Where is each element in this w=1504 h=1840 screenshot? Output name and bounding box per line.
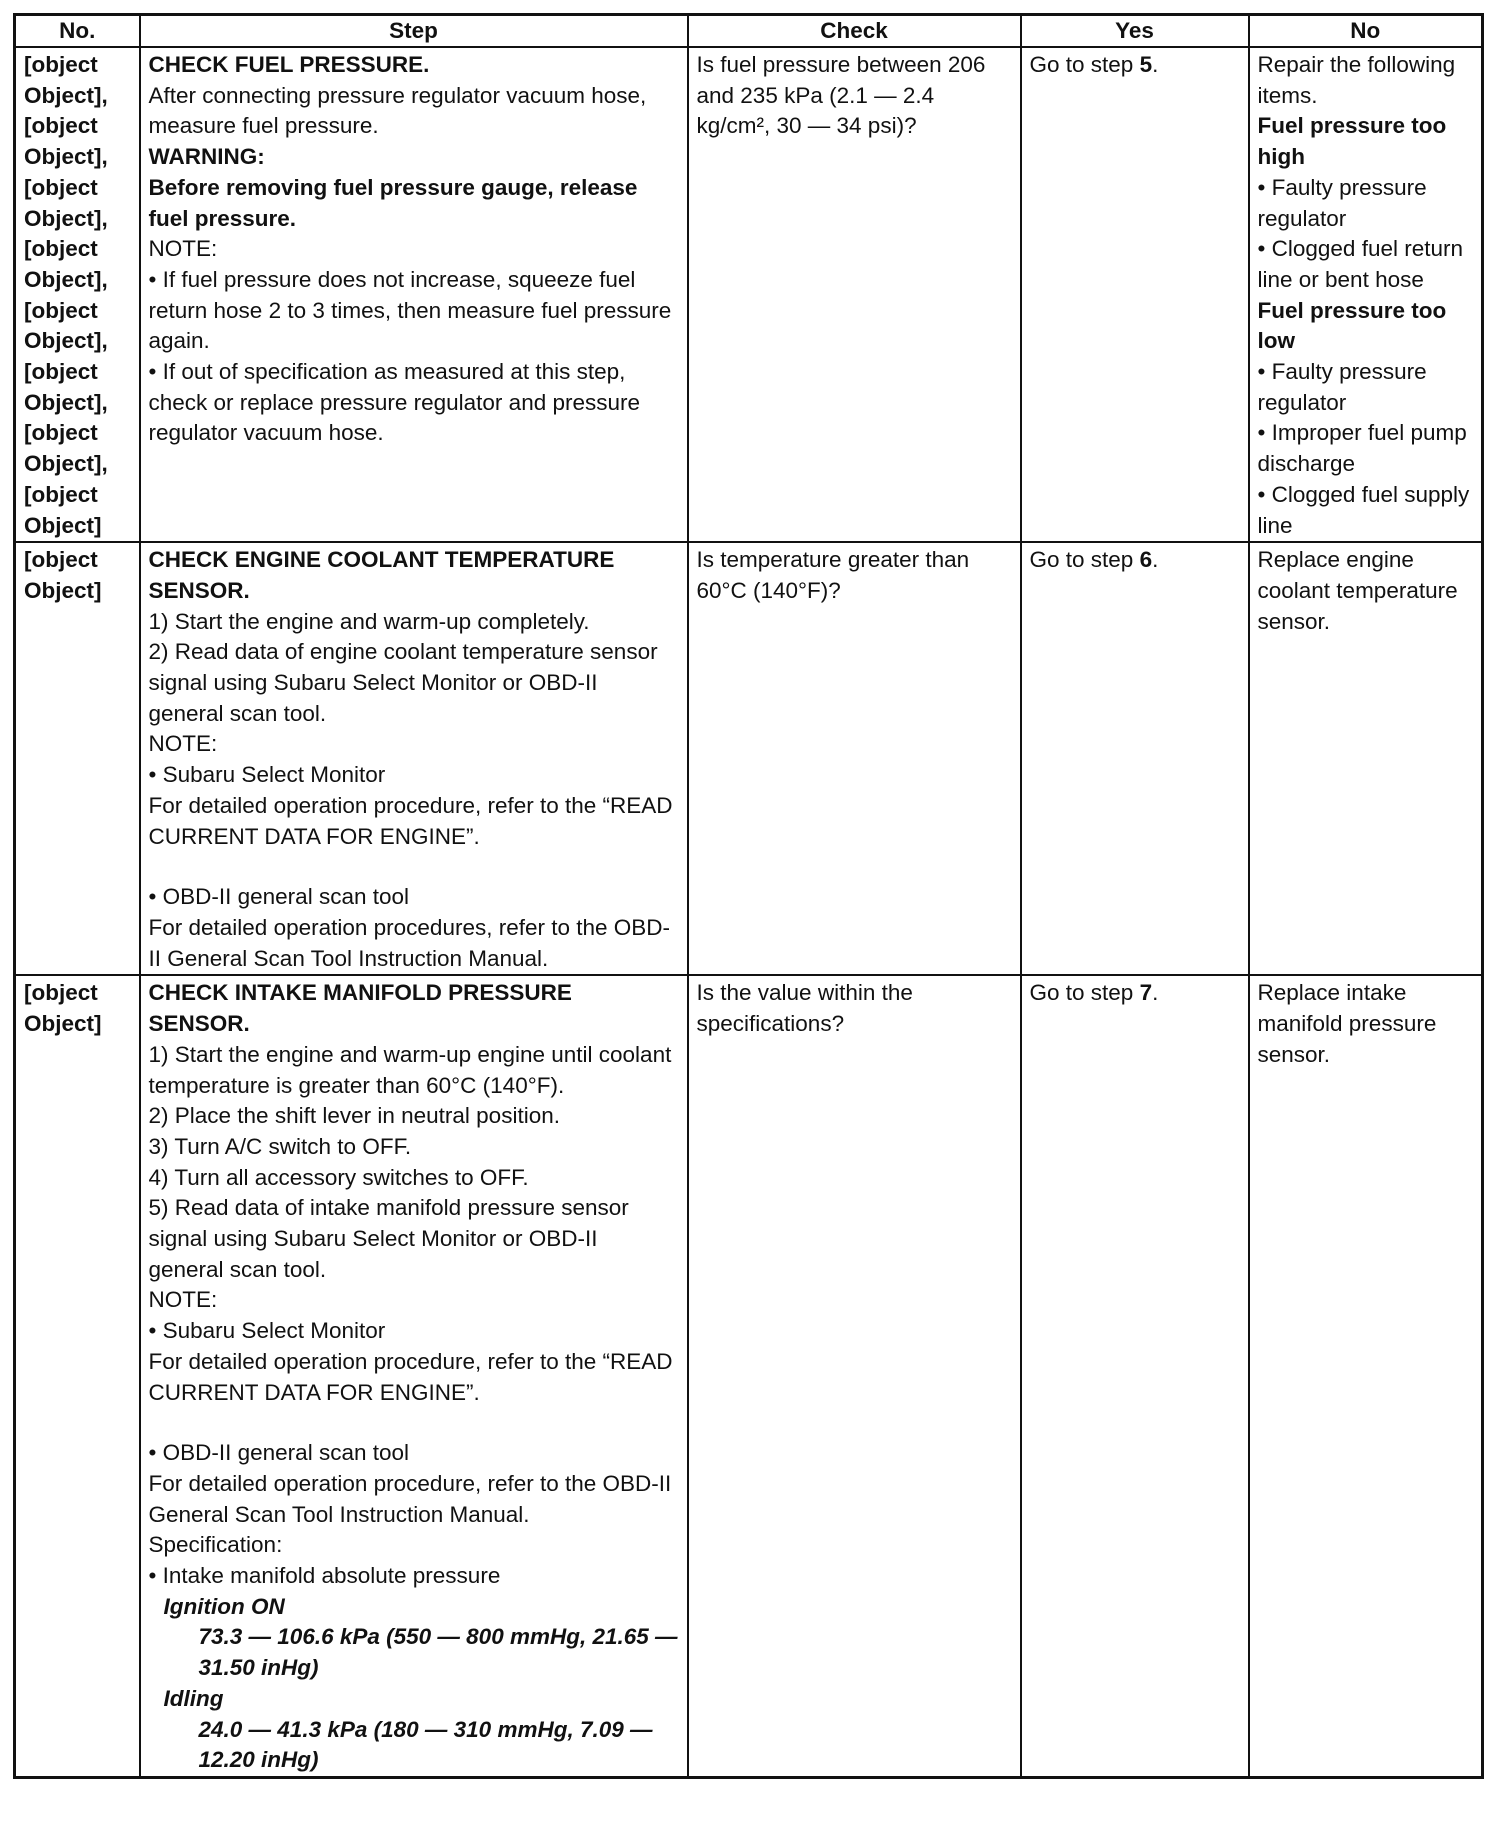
yes-text: Go to step bbox=[1029, 52, 1140, 77]
yes-suffix: . bbox=[1152, 547, 1159, 573]
no-cell bbox=[1249, 542, 1483, 975]
check-cell: Is the value within the specifications? bbox=[688, 975, 1021, 1777]
yes-text: Go to step bbox=[1029, 547, 1140, 573]
table-row bbox=[15, 47, 1483, 542]
step-line: • Subaru Select Monitor bbox=[148, 1318, 386, 1344]
no-line: Repair the following items. bbox=[1257, 52, 1456, 108]
no-line: Replace intake manifold pressure sensor. bbox=[1257, 980, 1437, 1067]
step-line: • If fuel pressure does not increase, squeeze fuel return hose 2 to 3 times, then measure fuel pressure again. bbox=[148, 266, 672, 354]
check-cell: Is fuel pressure between 206 and 235 kPa (2.1 — 2.4 kg/cm², 30 — 34 psi)? bbox=[688, 47, 1021, 542]
step-line: NOTE: bbox=[148, 1287, 218, 1313]
table-row bbox=[15, 542, 1483, 975]
yes-step-number: 7 bbox=[1139, 980, 1153, 1006]
step-number: [object Object] bbox=[15, 975, 140, 1777]
step-line: 1) Start the engine and warm-up completely. bbox=[148, 608, 590, 634]
no-line: • Faulty pressure regulator bbox=[1257, 359, 1427, 415]
no-line: • Improper fuel pump discharge bbox=[1257, 420, 1467, 477]
no-line: • Clogged fuel supply line bbox=[1257, 481, 1470, 538]
step-cell bbox=[140, 975, 688, 1777]
header-row bbox=[15, 15, 1483, 48]
no-line: Replace engine coolant temperature sensor. bbox=[1257, 547, 1458, 634]
step-line: After connecting pressure regulator vacuum hose, measure fuel pressure. bbox=[148, 82, 647, 139]
check-cell: Is temperature greater than 60°C (140°F)? bbox=[688, 542, 1021, 975]
step-number: [object Object],[object Object],[object Object],[object Object],[object Object],[object Object],[object Object],[object Object] bbox=[15, 47, 140, 542]
header-no-result: No bbox=[1249, 15, 1483, 48]
step-line: • Subaru Select Monitor bbox=[148, 762, 386, 788]
no-line: • Faulty pressure regulator bbox=[1257, 174, 1427, 231]
yes-step-number: 6 bbox=[1139, 547, 1153, 573]
step-line: • OBD-II general scan tool bbox=[148, 884, 409, 910]
no-cell bbox=[1249, 975, 1483, 1777]
step-line: Before removing fuel pressure gauge, release fuel pressure. bbox=[148, 174, 638, 231]
yes-cell bbox=[1021, 975, 1249, 1777]
yes-text: Go to step bbox=[1029, 980, 1140, 1006]
header-check: Check bbox=[688, 15, 1021, 48]
step-line: CHECK FUEL PRESSURE. bbox=[148, 52, 430, 77]
step-line: CHECK ENGINE COOLANT TEMPERATURE SENSOR. bbox=[148, 547, 615, 603]
step-line: • If out of specification as measured at this step, check or replace pressure regulator and pressure regulator vacuum hose. bbox=[148, 359, 641, 446]
step-line: 4) Turn all accessory switches to OFF. bbox=[148, 1164, 529, 1190]
step-line: 2) Read data of engine coolant temperature sensor signal using Subaru Select Monitor or OBD-II general scan tool. bbox=[148, 639, 658, 726]
step-line: 73.3 — 106.6 kPa (550 — 800 mmHg, 21.65 — 31.50 inHg) bbox=[198, 1624, 678, 1681]
step-line: CHECK INTAKE MANIFOLD PRESSURE SENSOR. bbox=[148, 980, 572, 1037]
step-line: Ignition ON bbox=[163, 1593, 285, 1619]
yes-suffix: . bbox=[1152, 52, 1159, 77]
step-line: For detailed operation procedure, refer to the OBD-II General Scan Tool Instruction Manual. bbox=[148, 1470, 672, 1527]
step-line: • Intake manifold absolute pressure bbox=[148, 1563, 501, 1589]
step-line: • OBD-II general scan tool bbox=[148, 1440, 409, 1466]
spacer bbox=[149, 852, 679, 882]
step-number: [object Object] bbox=[15, 542, 140, 975]
step-line: Idling bbox=[163, 1685, 224, 1711]
no-line: • Clogged fuel return line or bent hose bbox=[1257, 236, 1463, 292]
step-line: For detailed operation procedure, refer to the “READ CURRENT DATA FOR ENGINE”. bbox=[148, 792, 673, 849]
step-line: 2) Place the shift lever in neutral position. bbox=[148, 1103, 560, 1129]
table-row bbox=[15, 975, 1483, 1777]
diagnostic-table bbox=[13, 13, 1484, 1779]
step-cell bbox=[140, 542, 688, 975]
yes-cell bbox=[1021, 47, 1249, 542]
step-line: For detailed operation procedure, refer to the “READ CURRENT DATA FOR ENGINE”. bbox=[148, 1348, 673, 1405]
step-line: NOTE: bbox=[148, 731, 218, 757]
step-line: NOTE: bbox=[148, 236, 218, 262]
step-line: 24.0 — 41.3 kPa (180 — 310 mmHg, 7.09 — 12.20 inHg) bbox=[198, 1716, 653, 1773]
step-line: 3) Turn A/C switch to OFF. bbox=[148, 1133, 412, 1159]
step-line: Specification: bbox=[148, 1532, 283, 1558]
no-line: Fuel pressure too high bbox=[1257, 113, 1447, 170]
spacer bbox=[149, 1408, 679, 1438]
no-line: Fuel pressure too low bbox=[1257, 297, 1447, 354]
no-cell bbox=[1249, 47, 1483, 542]
header-no: No. bbox=[15, 15, 140, 48]
header-yes: Yes bbox=[1021, 15, 1249, 48]
header-step: Step bbox=[140, 15, 688, 48]
step-line: WARNING: bbox=[148, 144, 265, 170]
table-body bbox=[15, 47, 1483, 1777]
yes-step-number: 5 bbox=[1139, 52, 1153, 77]
step-line: For detailed operation procedures, refer to the OBD-II General Scan Tool Instruction Manual. bbox=[148, 914, 671, 971]
step-cell bbox=[140, 47, 688, 542]
yes-suffix: . bbox=[1152, 980, 1159, 1006]
step-line: 5) Read data of intake manifold pressure sensor signal using Subaru Select Monitor or OBD-II general scan tool. bbox=[148, 1195, 629, 1282]
step-line: 1) Start the engine and warm-up engine until coolant temperature is greater than 60°C (140°F). bbox=[148, 1041, 672, 1098]
yes-cell bbox=[1021, 542, 1249, 975]
